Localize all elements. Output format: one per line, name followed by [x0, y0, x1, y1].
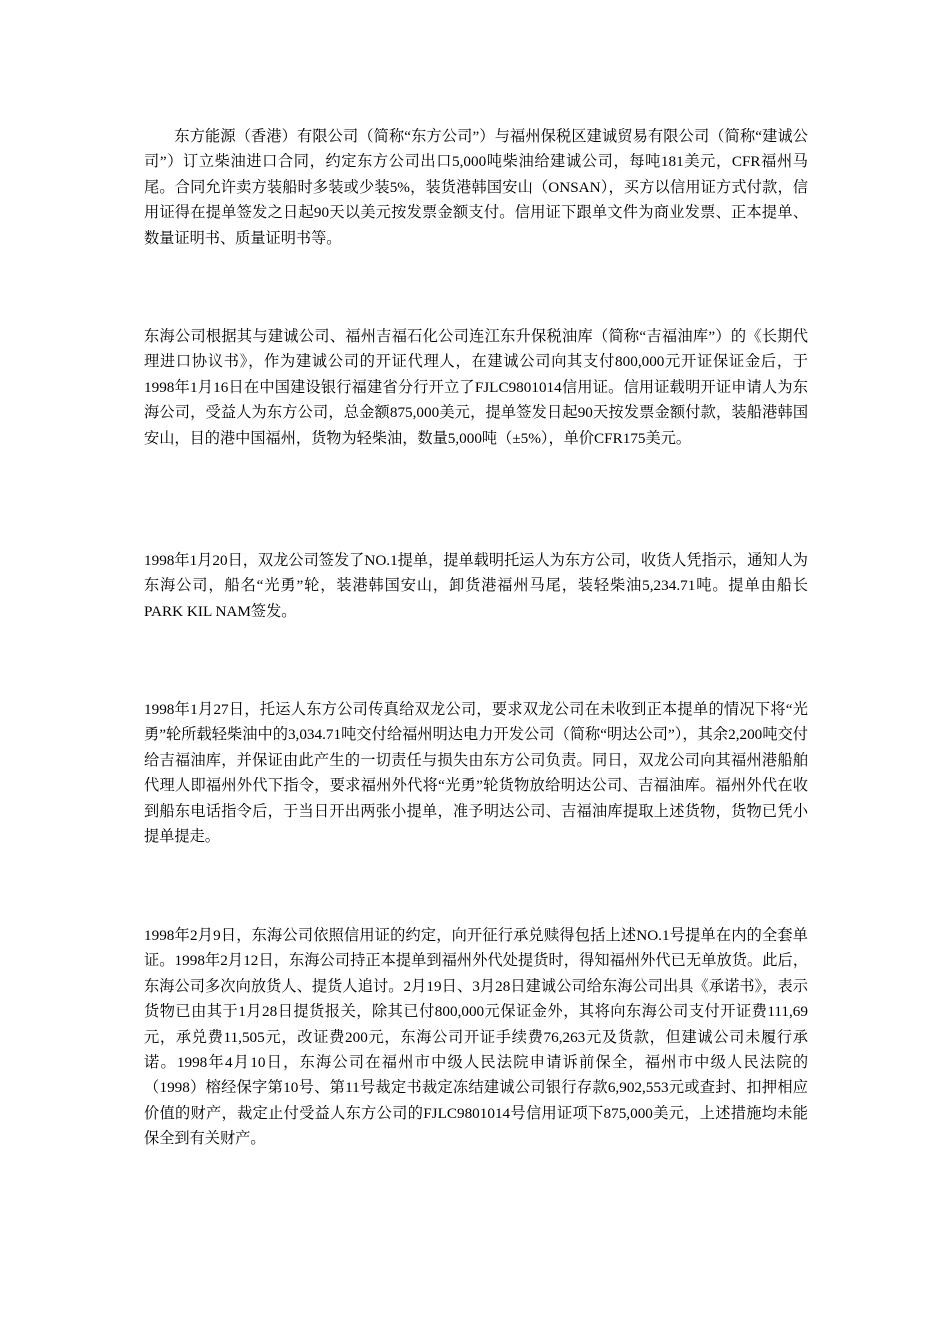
paragraph-contract: 东方能源（香港）有限公司（简称“东方公司”）与福州保税区建诚贸易有限公司（简称“建诚公司”）订立柴油进口合同，约定东方公司出口5,000吨柴油给建诚公司，每吨181美元，CFR福州马尾。合同允许卖方装船时多装或少装5%，装货港韩国安山（ONSAN），买方以信用证方式付款，信用证得在提单签发之日起90天以美元按发票金额支付。信用证下跟单文件为商业发票、正本提单、数量证明书、质量证明书等。	[144, 128, 808, 247]
paragraph-delivery-without-bill: 1998年1月27日，托运人东方公司传真给双龙公司，要求双龙公司在未收到正本提单的情况下将“光勇”轮所载轻柴油中的3,034.71吨交付给福州明达电力开发公司（简称“明达公司”），其余2,200吨交付给吉福油库，并保证由此产生的一切责任与损失由东方公司负责。同日，双龙公司向其福州港船舶代理人即福州外代下指令，要求福州外代将“光勇”轮货物放给明达公司、吉福油库。福州外代在收到船东电话指令后，于当日开出两张小提单，准予明达公司、吉福油库提取上述货物，货物已凭小提单提走。	[144, 701, 808, 846]
paragraph-claim-and-preservation: 1998年2月9日，东海公司依照信用证的约定，向开征行承兑赎得包括上述NO.1号提单在内的全套单证。1998年2月12日，东海公司持正本提单到福州外代处提货时，得知福州外代已无单放货。此后，东海公司多次向放货人、提货人追讨。2月19日、3月28日建诚公司给东海公司出具《承诺书》，表示货物已由其于1月28日提货报关，除其已付800,000元保证金外，其将向东海公司支付开证费111,69元，承兑费11,505元，改证费200元，东海公司开证手续费76,263元及货款，但建诚公司未履行承诺。1998年4月10日，东海公司在福州市中级人民法院申请诉前保全，福州市中级人民法院的（1998）榕经保字第10号、第11号裁定书裁定冻结建诚公司银行存款6,902,553元或查封、扣押相应价值的财产，裁定止付受益人东方公司的FJLC9801014号信用证项下875,000美元，上述措施均未能保全到有关财产。	[144, 927, 808, 1148]
paragraph-letter-of-credit: 东海公司根据其与建诚公司、福州吉福石化公司连江东升保税油库（简称“吉福油库”）的《长期代理进口协议书》，作为建诚公司的开证代理人，在建诚公司向其支付800,000元开证保证金后，于1998年1月16日在中国建设银行福建省分行开立了FJLC9801014信用证。信用证载明开证申请人为东海公司，受益人为东方公司，总金额875,000美元，提单签发日起90天按发票金额付款，装船港韩国安山，目的港中国福州，货物为轻柴油，数量5,000吨（±5%），单价CFR175美元。	[144, 328, 808, 447]
paragraph-bill-of-lading: 1998年1月20日，双龙公司签发了NO.1提单，提单载明托运人为东方公司，收货人凭指示，通知人为东海公司，船名“光勇”轮，装港韩国安山，卸货港福州马尾，装轻柴油5,234.71吨。提单由船长PARK KIL NAM签发。	[144, 552, 808, 620]
